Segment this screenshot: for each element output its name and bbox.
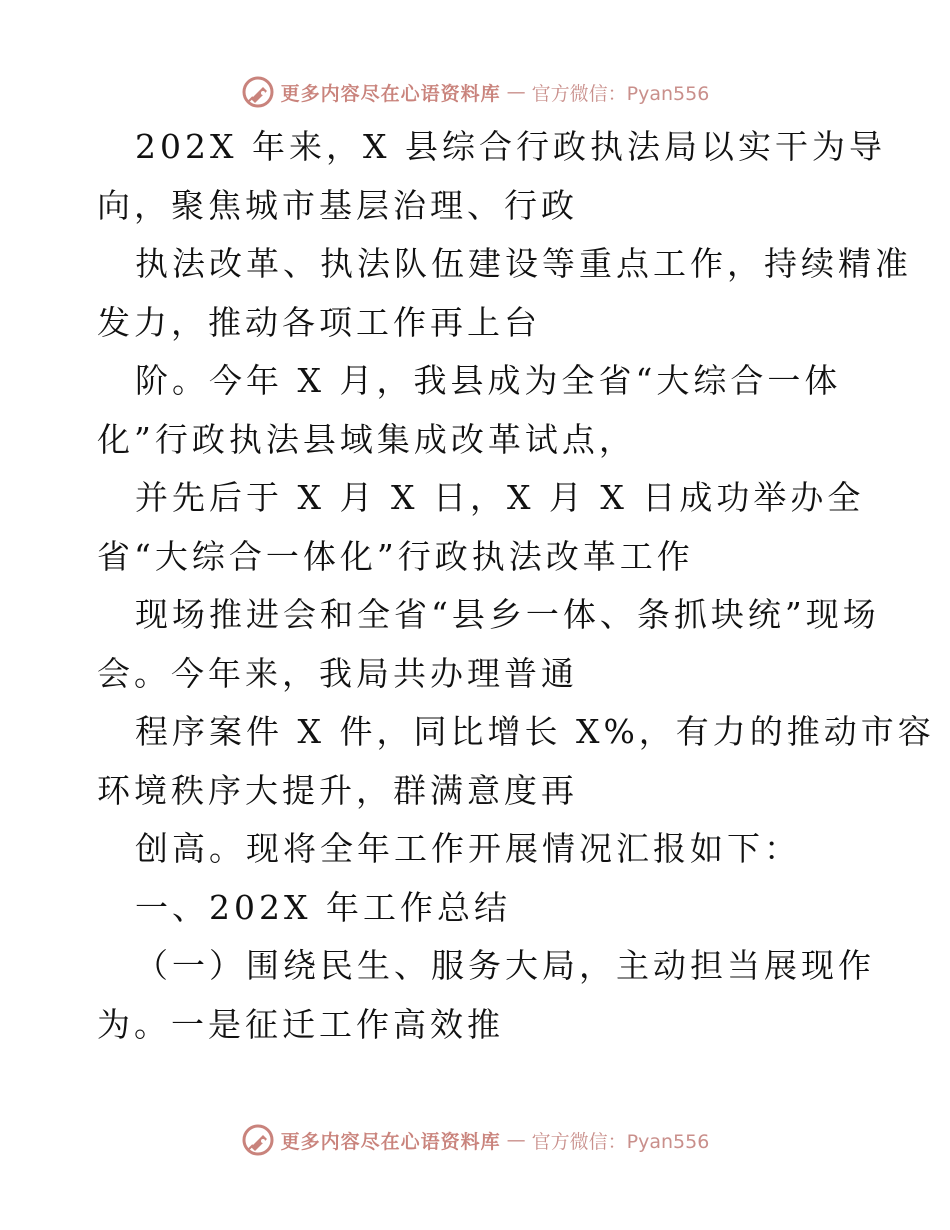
watermark-separator: —: [506, 1129, 526, 1151]
watermark-contact-text: 官方微信：Pyan556: [531, 1130, 710, 1153]
subsection-heading: （一）围绕民生、服务大局，主动担当展现作: [135, 946, 875, 985]
text-line: 并先后于 X 月 X 日，X 月 X 日成功举办全: [135, 478, 865, 517]
section-heading: 一、202X 年工作总结: [135, 887, 511, 927]
watermark-separator: —: [506, 81, 526, 103]
text-line: 会。今年来，我局共办理普通: [97, 653, 578, 693]
text-line: 现场推进会和全省“县乡一体、条抓块统”现场: [135, 595, 880, 634]
watermark-main-text: 更多内容尽在心语资料库: [280, 1130, 501, 1153]
text-line: 向，聚焦城市基层治理、行政: [97, 185, 578, 225]
watermark-banner-bottom: [0, 1120, 950, 1160]
text-line: 为。一是征迁工作高效推: [97, 1004, 504, 1044]
text-line: 创高。现将全年工作开展情况汇报如下：: [135, 829, 801, 868]
pen-nib-circle-icon: [241, 1123, 275, 1157]
text-line: 执法改革、执法队伍建设等重点工作，持续精准: [135, 244, 912, 283]
document-body: [97, 118, 935, 1054]
pen-nib-circle-icon: [241, 75, 275, 109]
watermark-main-text: 更多内容尽在心语资料库: [280, 82, 501, 105]
text-line: 省“大综合一体化”行政执法改革工作: [97, 536, 694, 576]
watermark-banner-top: [0, 72, 950, 112]
text-line: 阶。今年 X 月，我县成为全省“大综合一体: [135, 361, 842, 400]
text-line: 程序案件 X 件，同比增长 X%，有力的推动市容: [135, 712, 935, 751]
text-line: 202X 年来，X 县综合行政执法局以实干为导: [135, 127, 886, 166]
text-line: 发力，推动各项工作再上台: [97, 302, 541, 342]
watermark-contact-text: 官方微信：Pyan556: [531, 82, 710, 105]
text-line: 环境秩序大提升，群满意度再: [97, 770, 578, 810]
text-line: 化”行政执法县域集成改革试点，: [97, 419, 636, 459]
